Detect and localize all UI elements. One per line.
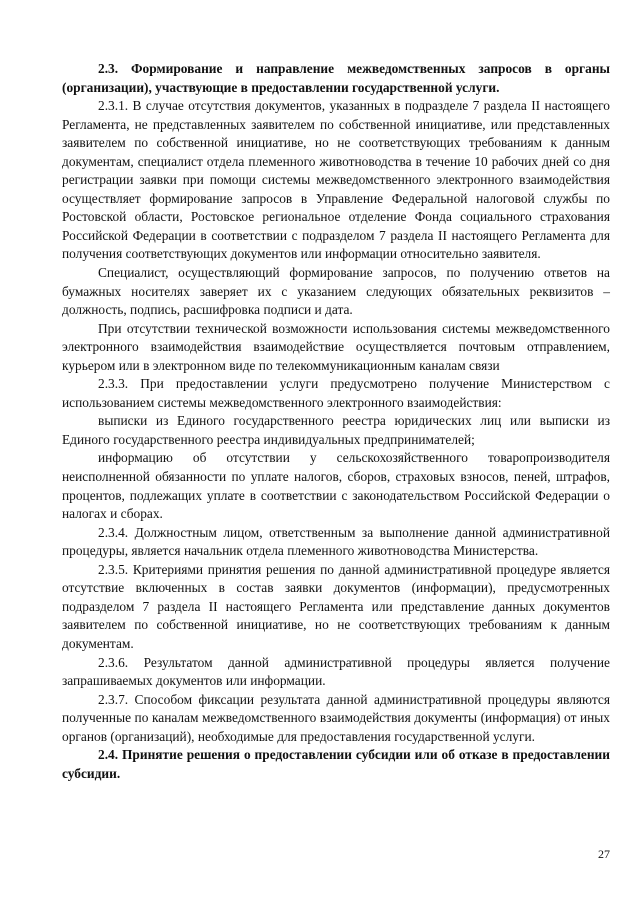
paragraph-no-technical-capability: При отсутствии технической возможности использования системы межведомственного электронного взаимодействия взаимодействие осуществляется почтовым отправлением, курьером или в электронном виде по телекоммуникационным каналам связи — [62, 320, 610, 373]
page-number: 27 — [598, 847, 610, 861]
paragraph-tax-information: информацию об отсутствии у сельскохозяйственного товаропроизводителя неисполненной обязанности по уплате налогов, сборов, страховых взносов, пеней, штрафов, процентов, подлежащих уплате в соответствии с законодательством Российской Федерации о налогах и сборах. — [62, 450, 610, 522]
paragraph-2-3-1: 2.3.1. В случае отсутствия документов, указанных в подразделе 7 раздела II настоящего Регламента, не представленных заявителем по собственной инициативе, или представленных заявителем по собственной инициативе, но не соответствующих требованиям к данным документам, специалист отдела племенного животноводства в течение 10 рабочих дней со дня регистрации заявки при помощи системы межведомственного электронного взаимодействия осуществляет формирование запросов в Управление Федеральной налоговой службы по Ростовской области, Ростовское региональное отделение Фонда социального страхования Российской Федерации в соответствии с подразделом 7 раздела II настоящего Регламента для получения соответствующих документов или информации относительно заявителя. — [62, 98, 610, 262]
document-body — [62, 60, 610, 783]
section-heading-2-3: 2.3. Формирование и направление межведомственных запросов в органы (организации), участвующие в предоставлении государственной услуги. — [62, 61, 610, 95]
paragraph-registry-extracts: выписки из Единого государственного реестра юридических лиц или выписки из Единого государственного реестра индивидуальных предпринимателей; — [62, 413, 610, 447]
paragraph-2-3-7: 2.3.7. Способом фиксации результата данной административной процедуры являются полученные по каналам межведомственного взаимодействия документы (информация) от иных органов (организаций), необходимые для предоставления государственной услуги. — [62, 691, 610, 744]
paragraph-2-3-6: 2.3.6. Результатом данной административной процедуры является получение запрашиваемых документов или информации. — [62, 654, 610, 689]
paragraph-2-3-3: 2.3.3. При предоставлении услуги предусмотрено получение Министерством с использованием системы межведомственного электронного взаимодействия: — [62, 376, 610, 410]
paragraph-2-3-4: 2.3.4. Должностным лицом, ответственным за выполнение данной административной процедуры, является начальник отдела племенного животноводства Министерства. — [62, 524, 610, 559]
paragraph-request-specialist: Специалист, осуществляющий формирование запросов, по получению ответов на бумажных носителях заверяет их с указанием следующих обязательных реквизитов – должность, подпись, расшифровка подписи и дата. — [62, 265, 610, 318]
section-heading-2-4: 2.4. Принятие решения о предоставлении субсидии или об отказе в предоставлении субсидии. — [62, 747, 610, 781]
paragraph-2-3-5: 2.3.5. Критериями принятия решения по данной административной процедуре является отсутствие включенных в состав заявки документов (информации), предусмотренных подразделом 7 раздела II настоящего Регламента или представление данных документов заявителем по собственной инициативе, но не соответствующих требованиям к данным документам. — [62, 561, 610, 651]
